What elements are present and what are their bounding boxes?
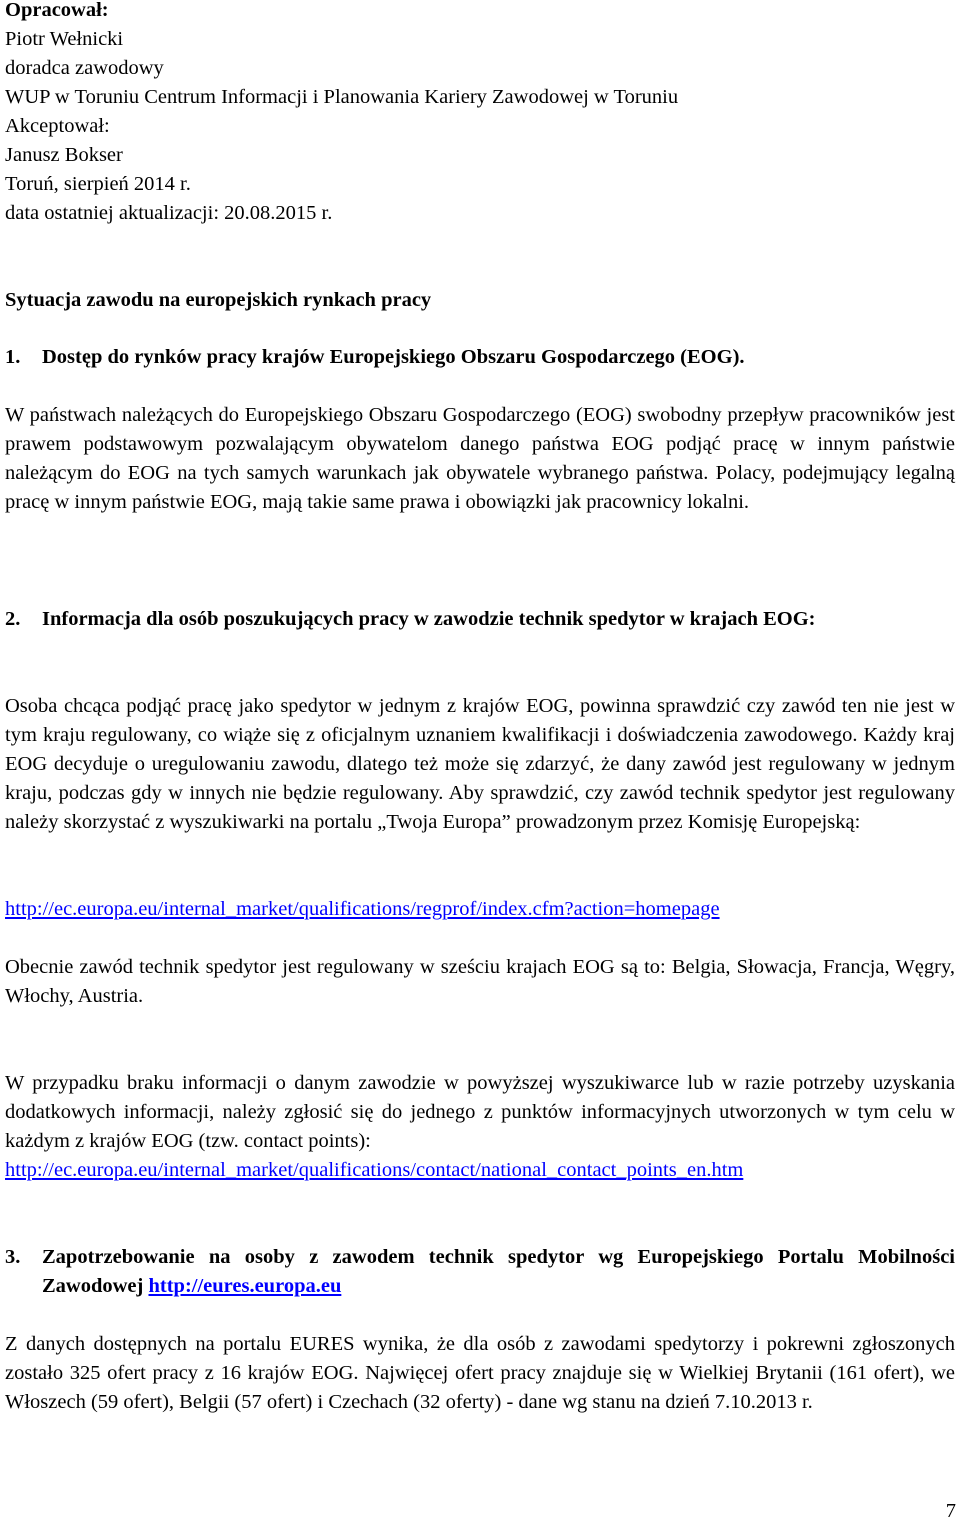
header-block xyxy=(5,0,955,228)
regprof-link[interactable]: http://ec.europa.eu/internal_market/qualifications/regprof/index.cfm?action=homepage xyxy=(5,898,720,920)
section3-title-text: Zapotrzebowanie na osoby z zawodem technik spedytor wg Europejskiego Portalu Mobilności Zawodowej xyxy=(42,1246,955,1297)
contact-points-link-line xyxy=(5,1156,955,1185)
section2-paragraph3: W przypadku braku informacji o danym zawodzie w powyższej wyszukiwarce lub w razie potrzeby uzyskania dodatkowych informacji, należy zgłosić się do jednego z punktów informacyjnych utworzonych w tym celu w każdym z krajów EOG (tzw. contact points): xyxy=(5,1072,955,1152)
section3-paragraph: Z danych dostępnych na portalu EURES wynika, że dla osób z zawodami spedytorzy i pokrewni zgłoszonych zostało 325 ofert pracy z 16 krajów EOG. Najwięcej ofert pracy znajduje się w Wielkiej Brytanii (161 ofert), we Włoszech (59 ofert), Belgii (57 ofert) i Czechach (32 oferty) - dane wg stanu na dzień 7.10.2013 r. xyxy=(5,1333,955,1413)
page-number: 7 xyxy=(945,1500,956,1522)
author-name: Piotr Wełnicki xyxy=(5,28,124,50)
section1-paragraph: W państwach należących do Europejskiego Obszaru Gospodarczego (EOG) swobodny przepływ pracowników jest prawem podstawowym pozwalającym obywatelom danego państwa EOG podjąć pracę w innym państwie należącym do EOG na tych samych warunkach jak obywatele wybranego państwa. Polacy, podejmujący legalną pracę w innym państwie EOG, mają takie same prawa i obowiązki jak pracownicy lokalni. xyxy=(5,404,955,513)
accepted-label: Akceptował: xyxy=(5,115,110,137)
prepared-label: Opracował: xyxy=(5,0,109,21)
last-update: data ostatniej aktualizacji: 20.08.2015 r. xyxy=(5,202,333,224)
eures-link[interactable]: http://eures.europa.eu xyxy=(148,1275,342,1297)
contact-points-link[interactable]: http://ec.europa.eu/internal_market/qualifications/contact/national_contact_points_en.htm xyxy=(5,1159,744,1181)
accepter-name: Janusz Bokser xyxy=(5,144,123,166)
section3-title xyxy=(42,1243,955,1301)
regprof-link-line xyxy=(5,895,955,924)
section2-number: 2. xyxy=(5,608,21,630)
institution: WUP w Toruniu Centrum Informacji i Planowania Kariery Zawodowej w Toruniu xyxy=(5,86,679,108)
place-date: Toruń, sierpień 2014 r. xyxy=(5,173,191,195)
author-role: doradca zawodowy xyxy=(5,57,164,79)
section2-paragraph1: Osoba chcąca podjąć pracę jako spedytor w jednym z krajów EOG, powinna sprawdzić czy zawód ten nie jest w tym kraju regulowany, co wiąże się z oficjalnym uznaniem kwalifikacji i doświadczenia zawodowego. Każdy kraj EOG decyduje o uregulowaniu zawodu, dlatego też może się zdarzyć, że dany zawód jest regulowany w jednym kraju, podczas gdy w innych nie będzie regulowany. Aby sprawdzić, czy zawód technik spedytor jest regulowany należy skorzystać z wyszukiwarki na portalu „Twoja Europa” prowadzonym przez Komisję Europejską: xyxy=(5,695,955,833)
section1-number: 1. xyxy=(5,346,21,368)
section2-title: Informacja dla osób poszukujących pracy w zawodzie technik spedytor w krajach EOG: xyxy=(42,608,816,630)
doc-title: Sytuacja zawodu na europejskich rynkach pracy xyxy=(5,289,432,311)
section3-number: 3. xyxy=(5,1246,21,1268)
section1-title: Dostęp do rynków pracy krajów Europejskiego Obszaru Gospodarczego (EOG). xyxy=(42,346,745,368)
section2-paragraph2: Obecnie zawód technik spedytor jest regulowany w sześciu krajach EOG są to: Belgia, Słowacja, Francja, Węgry, Włochy, Austria. xyxy=(5,956,955,1007)
